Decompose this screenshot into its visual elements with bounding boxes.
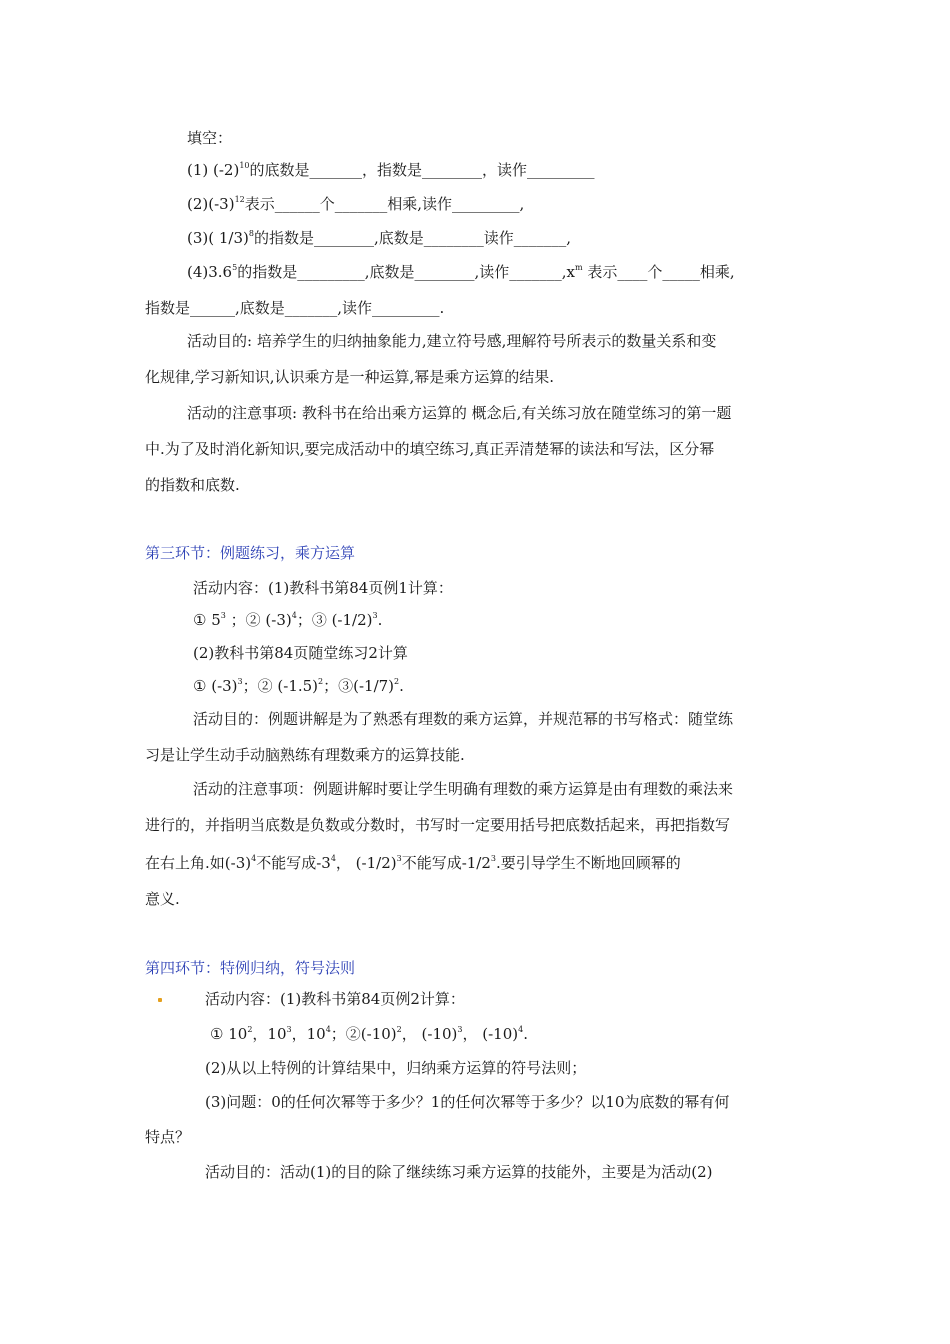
goal-paragraph-line: 活动目的: 培养学生的归纳抽象能力,建立符号感,理解符号所表示的数量关系和变 bbox=[187, 332, 717, 350]
question-4-cont: 指数是______,底数是_______,读作_________. bbox=[145, 299, 445, 317]
content-line: 活动内容：(1)教科书第84页例2计算： bbox=[205, 990, 465, 1008]
content-line: (3)问题：0的任何次幂等于多少？1的任何次幂等于多少？以10为底数的幂有何 bbox=[205, 1093, 730, 1111]
goal-paragraph-line: 习是让学生动手动脑熟练有理数乘方的运算技能. bbox=[145, 746, 465, 764]
calc-line: ① $10^2$，$10^3$，$10^4$；$②(-10)^2$， $(-10)^3$， $(-10)^4$. bbox=[210, 1025, 528, 1043]
content-line: (2)教科书第84页随堂练习2计算 bbox=[193, 644, 408, 662]
question-3: (3)( 1/3)$^8$的指数是________,底数是________读作_______, bbox=[187, 229, 572, 247]
marker-dot bbox=[158, 998, 162, 1002]
calc-line-1: ① $5^3$ ；② $(-3)^4$；③ $(-1/2)^3$. bbox=[193, 611, 383, 629]
goal-paragraph-line: 活动目的：活动(1)的目的除了继续练习乘方运算的技能外，主要是为活动(2) bbox=[205, 1163, 713, 1181]
question-2: $(2)(-3)^{12}$表示______个_______相乘,读作_________, bbox=[187, 195, 525, 213]
note-paragraph-line: 活动的注意事项：例题讲解时要让学生明确有理数的乘方运算是由有理数的乘法来 bbox=[193, 780, 734, 798]
content-line: 特点？ bbox=[145, 1128, 191, 1146]
content-line: 活动内容：(1)教科书第84页例1计算： bbox=[193, 579, 453, 597]
note-paragraph-line: 的指数和底数. bbox=[145, 476, 240, 494]
calc-line-2: ① $(-3)^3$；② $(-1.5)^2$；$③(-1/7)^2$. bbox=[193, 677, 404, 695]
note-paragraph-line: 进行的，并指明当底数是负数或分数时，书写时一定要用括号把底数括起来，再把指数写 bbox=[145, 816, 731, 834]
goal-paragraph-line: 化规律,学习新知识,认识乘方是一种运算,幂是乘方运算的结果. bbox=[145, 368, 555, 386]
fill-title: 填空： bbox=[187, 129, 233, 147]
section-4-heading: 第四环节：特例归纳，符号法则 bbox=[145, 959, 356, 977]
content-line: (2)从以上特例的计算结果中，归纳乘方运算的符号法则； bbox=[205, 1059, 587, 1077]
note-paragraph-line: 意义. bbox=[145, 890, 180, 908]
question-1: (1) $(-2)^{10}$的底数是_______，指数是________，读作_________ bbox=[187, 161, 595, 179]
note-paragraph-line: 中.为了及时消化新知识,要完成活动中的填空练习,真正弄清楚幂的读法和写法，区分幂 bbox=[145, 440, 715, 458]
goal-paragraph-line: 活动目的：例题讲解是为了熟悉有理数的乘方运算，并规范幂的书写格式：随堂练 bbox=[193, 710, 734, 728]
note-paragraph-line: 在右上角.如$(-3)^4$不能写成$-3^4$， $(-1/2)^3$不能写成$-1/2^3$.要引导学生不断地回顾幂的 bbox=[145, 854, 681, 872]
question-4: $(4)3.6^5$的指数是_________,底数是________,读作$\_\_\_\_\_\_\_,x^m$ 表示____个_____相乘, bbox=[187, 263, 735, 281]
section-3-heading: 第三环节：例题练习，乘方运算 bbox=[145, 544, 356, 562]
note-paragraph-line: 活动的注意事项: 教科书在给出乘方运算的 概念后,有关练习放在随堂练习的第一题 bbox=[187, 404, 732, 422]
